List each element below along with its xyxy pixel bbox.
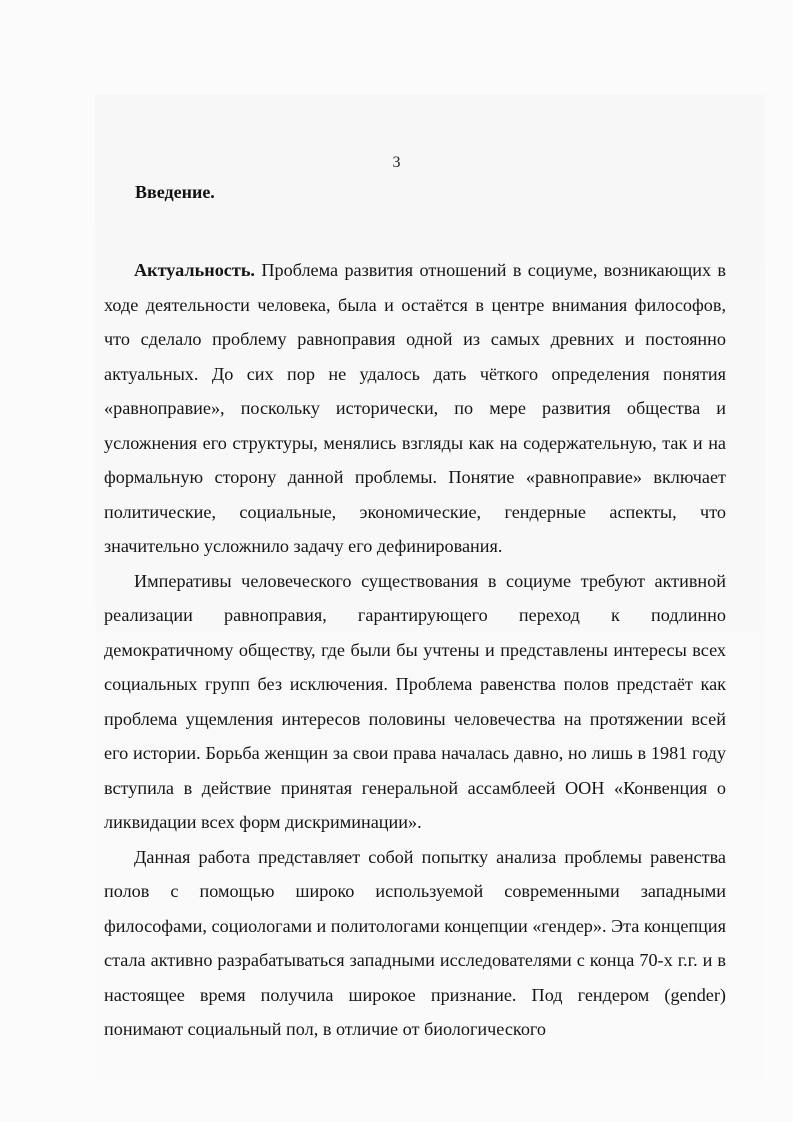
paragraph-gender-concept [104,840,726,1047]
paragraph-lead: Актуальность. [134,260,255,280]
section-heading: Введение. [135,182,215,202]
paragraph-relevance [104,253,726,564]
paragraph-text: Данная работа представляет собой попытку анализа проблемы равенства полов с помощью широко используемой современными западными философами, социологами и политологами концепции «гендер». Эта концепция стала активно разрабатываться западными исследователями с конца 70-х г.г. и в настоящее время получила широкое признание. Под гендером (gender) понимают социальный пол, в отличие от биологического [104,846,726,1039]
body-text [104,253,726,1047]
page-number: 3 [392,154,401,171]
paragraph-text: Проблема развития отношений в социуме, возникающих в ходе деятельности человека, была и остаётся в центре внимания философов, что сделало проблему равноправия одной из самых древних и постоянно актуальных. До сих пор не удалось дать чёткого определения понятия «равноправие», поскольку исторически, по мере развития общества и усложнения его структуры, менялись взгляды как на содержательную, так и на формальную сторону данной проблемы. Понятие «равноправие» включает политические, социальные, экономические, гендерные аспекты, что значительно усложнило задачу его дефинирования. [104,260,726,556]
paragraph-text: Императивы человеческого существования в социуме требуют активной реализации равноправия, гарантирующего переход к подлинно демократичному обществу, где были бы учтены и представлены интересы всех социальных групп без исключения. Проблема равенства полов предстаёт как проблема ущемления интересов половины человечества на протяжении всей его истории. Борьба женщин за свои права началась давно, но лишь в 1981 году вступила в действие принятая генеральной ассамблеей ООН «Конвенция о ликвидации всех форм дискриминации». [104,570,726,832]
paragraph-imperatives [104,564,726,840]
